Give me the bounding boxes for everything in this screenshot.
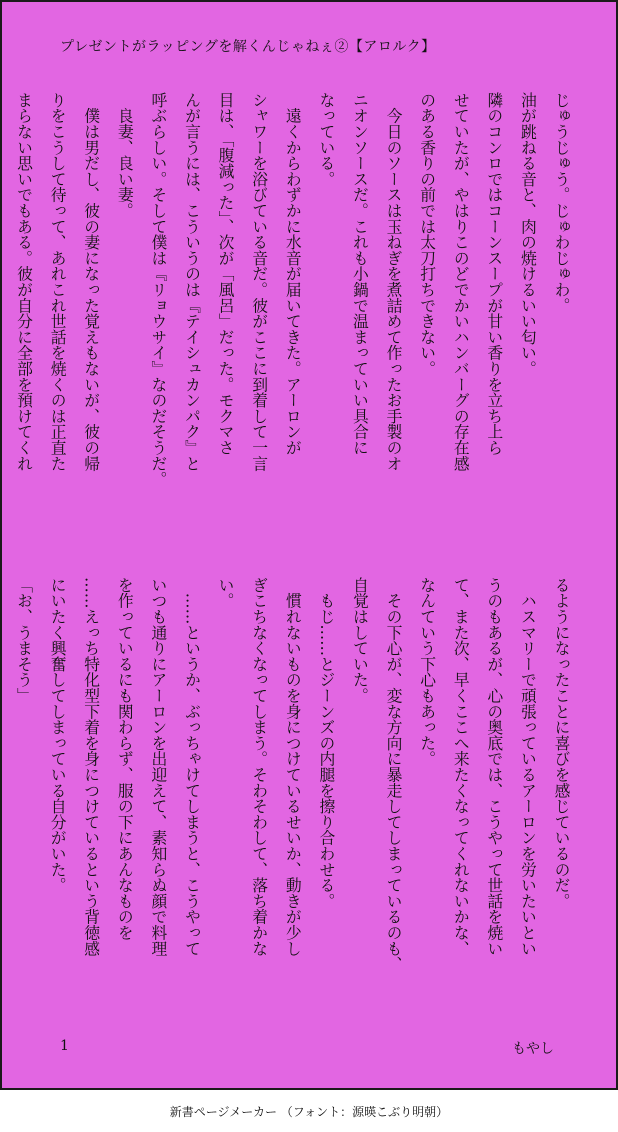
text-line: シャワーを浴びている音だ。彼がここに到着して一言 [249, 92, 269, 472]
text-line: ニオンソースだ。これも小鍋で温まっていい具合に [350, 92, 370, 456]
text-line: うのもあるが、心の奥底では、こうやって世話を焼い [484, 577, 504, 957]
text-line: なんていう下心もあった。 [417, 577, 437, 767]
text-line: にいたく興奮してしまっている自分がいた。 [48, 577, 68, 893]
text-line: ……えっち特化型下着を身につけているという背徳感 [81, 577, 101, 957]
page-number: 1 [60, 1038, 69, 1054]
text-line: て、また次、早くここへ来たくなってくれないかな、 [451, 577, 471, 957]
upper-text-block [14, 92, 578, 524]
text-line: のある香りの前では太刀打ちできない。 [417, 92, 437, 377]
text-line: ぎこちなくなってしまう。そわそわして、落ち着かな [249, 577, 269, 957]
footer-credit: 新書ページメーカー （フォント：源暎こぶり明朝） [169, 1105, 449, 1119]
text-line: もじ……とジーンズの内腿を擦り合わせる。 [316, 577, 336, 909]
text-line: まらない思いでもある。彼が自分に全部を預けてくれ [14, 92, 34, 472]
text-line: を作っているにも関わらず、服の下にあんなものを [115, 577, 135, 941]
lower-text-block [14, 577, 578, 1009]
text-line: 僕は男だし、彼の妻になった覚えもないが、彼の帰 [81, 92, 101, 472]
author-name: もやし [512, 1041, 554, 1057]
text-line: 遠くからわずかに水音が届いてきた。アーロンが [283, 92, 303, 456]
text-line: じゅうじゅう。じゅわじゅわ。 [552, 92, 571, 314]
text-line: んが言うには、こういうのは『テイシュカンパク』と [182, 92, 202, 472]
text-line: なっている。 [316, 92, 336, 187]
text-line: 良妻、良い妻。 [115, 92, 135, 219]
text-line: ハスマリーで頑張っているアーロンを労いたいとい [518, 577, 538, 957]
page-title: プレゼントがラッピングを解くんじゃねぇ②【アロルク】 [60, 39, 436, 55]
text-line: その下心が、変な方向に暴走してしまっているのも、 [384, 577, 404, 972]
text-line: せていたが、やはりこのどでかいハンバーグの存在感 [451, 92, 471, 472]
text-line: 隣のコンロではコーンスープが甘い香りを立ち上ら [484, 92, 504, 456]
text-line: いつも通りにアーロンを出迎えて、素知らぬ顔で料理 [148, 577, 168, 957]
text-line: 油が跳ねる音と、肉の焼けるいい匂い。 [518, 92, 538, 377]
text-line: 目は、「腹減った」、次が「風呂」だった。モクマさ [216, 92, 236, 456]
text-line: い。 [216, 577, 236, 609]
text-line: 呼ぶらしい。そして僕は『リョウサイ』なのだそうだ。 [148, 92, 168, 487]
text-line: 「お、うまそう」 [14, 577, 34, 704]
text-line: りをこうして待って、あれこれ世話を焼くのは正直た [48, 92, 68, 472]
text-line: 自覚はしていた。 [350, 577, 370, 704]
text-line: 慣れないものを身につけているせいか、動きが少し [283, 577, 303, 957]
text-line: ……というか、ぶっちゃけてしまうと、こうやって [182, 577, 202, 957]
text-line: 今日のソースは玉ねぎを煮詰めて作ったお手製のオ [384, 92, 404, 472]
text-line: るようになったことに喜びを感じているのだ。 [552, 577, 571, 909]
